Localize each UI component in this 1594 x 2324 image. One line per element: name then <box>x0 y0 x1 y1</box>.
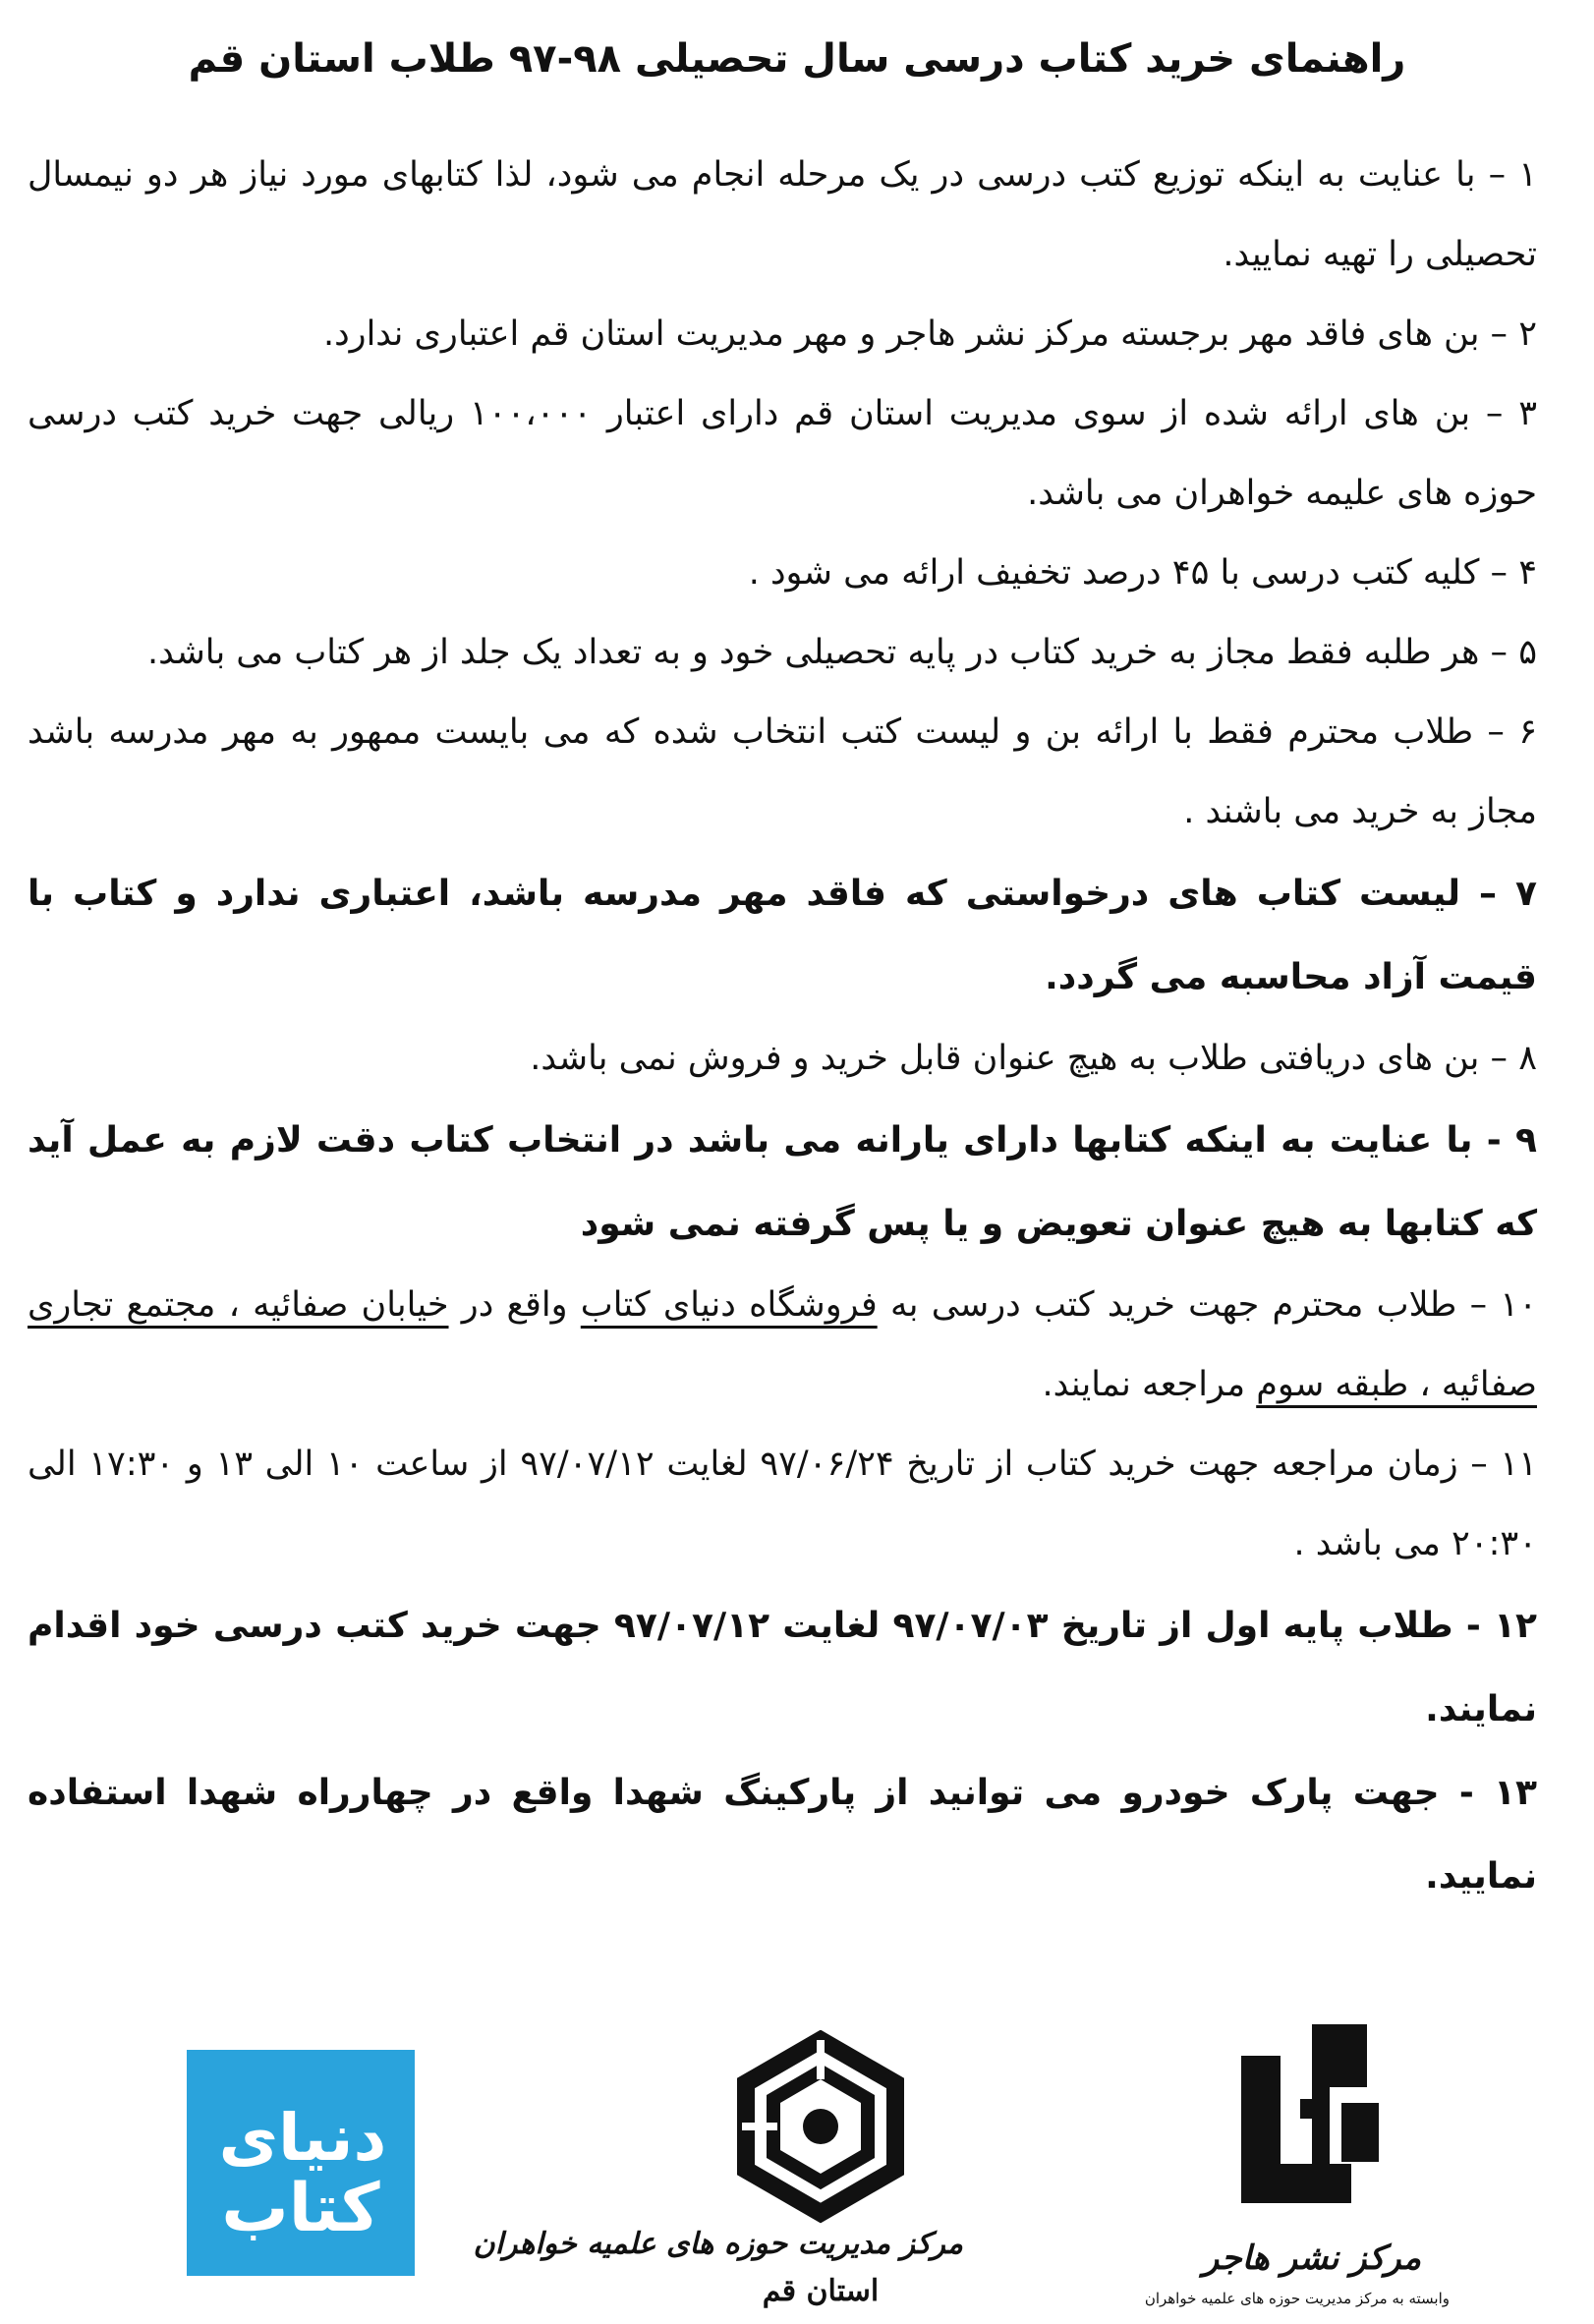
book-world-line1: دنیای <box>218 2100 387 2176</box>
hajar-caption-line1: مرکز نشر هاجر <box>1202 2239 1422 2278</box>
guide-item-3: ۳ – بن های ارائه شده از سوی مدیریت استان قم دارای اعتبار ۱۰۰،۰۰۰ ریالی جهت خرید کتب درسی حوزه های علیمه خواهران می باشد. <box>28 394 1538 513</box>
book-world-line2: کتاب <box>221 2170 380 2247</box>
guide-items <box>28 136 1537 1918</box>
guide-item-12: ۱۲ - طلاب پایه اول از تاریخ ۹۷/۰۷/۰۳ لغایت ۹۷/۰۷/۱۲ جهت خرید کتب درسی خود اقدام نمایند. <box>28 1606 1538 1729</box>
store-address: خیابان صفائیه ، مجتمع تجاری صفائیه ، طبقه سوم <box>28 1285 1537 1404</box>
hajar-emblem-icon <box>1194 2005 1430 2240</box>
guide-item-9: ۹ - با عنایت به اینکه کتابها دارای یارانه می باشد در انتخاب کتاب دقت لازم به عمل آید که کتابها به هیچ عنوان تعویض و یا پس گرفته نمی شود <box>28 1120 1537 1244</box>
guide-item-7: ۷ – لیست کتاب های درخواستی که فاقد مهر مدرسه باشد، اعتباری ندارد و کتاب با قیمت آزاد محاسبه می گردد. <box>28 874 1537 997</box>
markaz-logo <box>473 2030 963 2321</box>
book-world-logo <box>187 2050 415 2276</box>
hajar-caption-line2: وابسته به مرکز مدیریت حوزه های علمیه خواهران <box>1144 2290 1450 2307</box>
document-title: راهنمای خرید کتاب درسی سال تحصیلی ۹۸-۹۷ طلاب استان قم <box>188 36 1406 82</box>
item-10-located: واقع در <box>448 1285 581 1325</box>
guide-item-5: ۵ – هر طلبه فقط مجاز به خرید کتاب در پایه تحصیلی خود و به تعداد یک جلد از هر کتاب می باشد. <box>146 633 1537 672</box>
guide-item-1: ۱ – با عنایت به اینکه توزیع کتب درسی در یک مرحله انجام می شود، لذا کتابهای مورد نیاز هر دو نیمسال تحصیلی را تهیه نمایید. <box>28 155 1537 274</box>
markaz-caption-line1: مرکز مدیریت حوزه های علمیه خواهران <box>473 2227 963 2261</box>
markaz-emblem-icon <box>678 2030 963 2227</box>
markaz-caption-line2: استان قم <box>762 2274 880 2308</box>
hajar-logo <box>1144 2005 1450 2324</box>
guide-item-6: ۶ – طلاب محترم فقط با ارائه بن و لیست کتب انتخاب شده که می بایست ممهور به مهر مدرسه باشد مجاز به خرید می باشند . <box>28 712 1537 831</box>
guide-item-13: ۱۳ - جهت پارک خودرو می توانید از پارکینگ شهدا واقع در چهارراه شهدا استفاده نمایید. <box>28 1773 1537 1897</box>
item-10-end: مراجعه نمایند. <box>1042 1365 1257 1404</box>
book-world-logo-art <box>187 2050 415 2276</box>
guide-item-8: ۸ – بن های دریافتی طلاب به هیچ عنوان قابل خرید و فروش نمی باشد. <box>530 1039 1537 1078</box>
item-10-intro: ۱۰ – طلاب محترم جهت خرید کتب درسی به <box>877 1285 1538 1325</box>
guide-item-11: ۱۱ – زمان مراجعه جهت خرید کتاب از تاریخ ۹۷/۰۶/۲۴ لغایت ۹۷/۰۷/۱۲ از ساعت ۱۰ الی ۱۳ و ۱۷:۳۰ الی ۲۰:۳۰ می باشد . <box>28 1445 1538 1563</box>
guide-item-10 <box>28 1266 1537 1425</box>
guide-item-2: ۲ – بن های فاقد مهر برجسته مرکز نشر هاجر و مهر مدیریت استان قم اعتباری ندارد. <box>322 314 1537 354</box>
store-name: فروشگاه دنیای کتاب <box>580 1285 878 1325</box>
logos-row <box>0 2005 1594 2324</box>
guide-item-4: ۴ – کلیه کتب درسی با ۴۵ درصد تخفیف ارائه می شود . <box>748 553 1537 593</box>
